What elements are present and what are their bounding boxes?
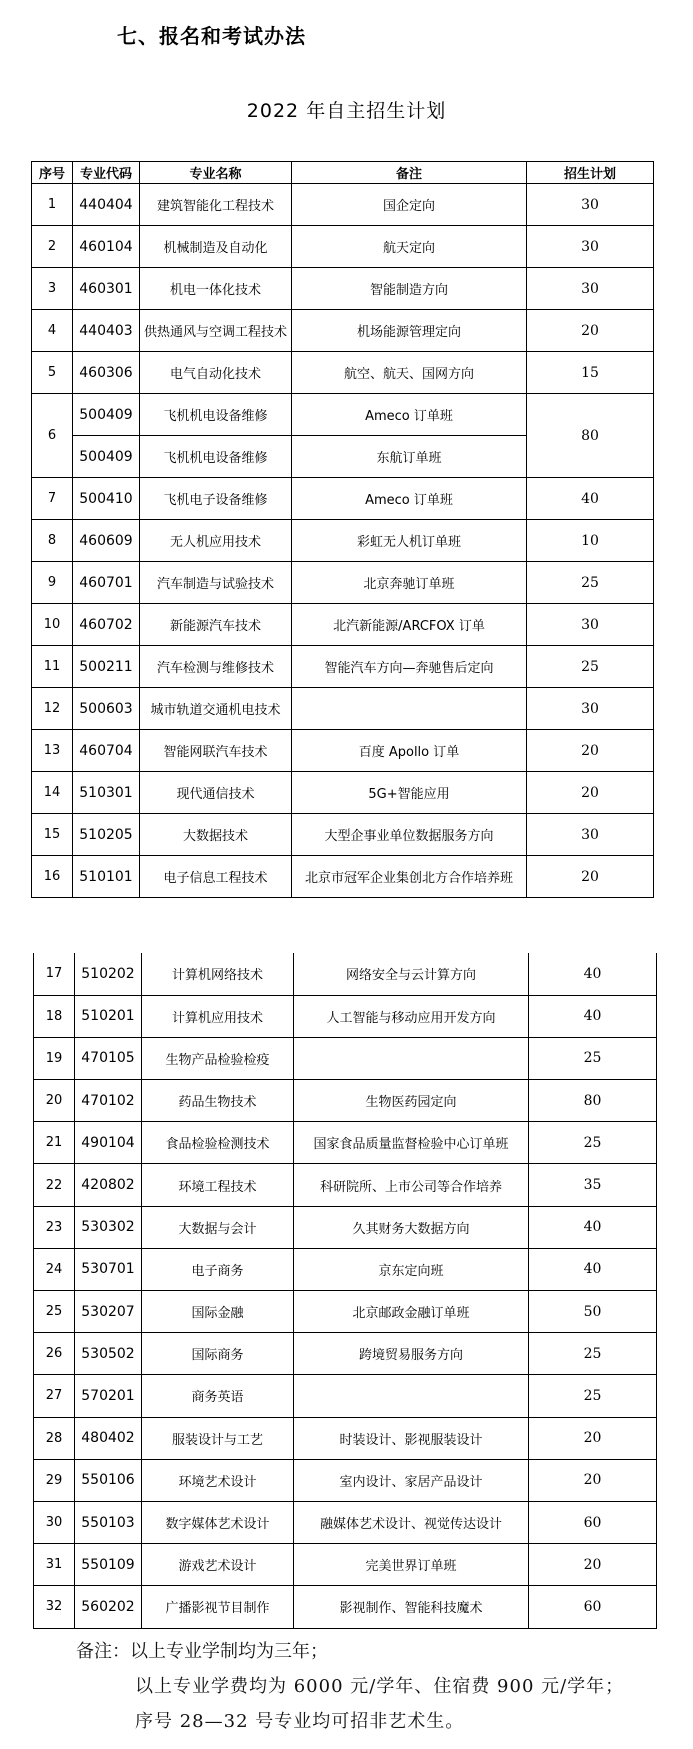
cell-no: 9 [32, 562, 73, 604]
cell-major-name: 新能源汽车技术 [140, 604, 292, 646]
header-note: 备注 [292, 162, 527, 184]
cell-major-name: 环境艺术设计 [142, 1459, 294, 1501]
cell-code: 460306 [73, 352, 140, 394]
cell-quota: 40 [529, 1248, 657, 1290]
cell-major-name: 商务英语 [142, 1375, 294, 1417]
cell-quota: 40 [529, 953, 657, 995]
cell-code: 560202 [75, 1586, 142, 1628]
cell-no: 16 [32, 856, 73, 898]
table-row [32, 730, 654, 772]
table-row [34, 1333, 657, 1375]
cell-note: 跨境贸易服务方向 [294, 1333, 529, 1375]
table-row [32, 478, 654, 520]
table-row [32, 772, 654, 814]
cell-code: 440403 [73, 310, 140, 352]
cell-code: 470105 [75, 1037, 142, 1079]
cell-code: 500603 [73, 688, 140, 730]
cell-major-name: 电子信息工程技术 [140, 856, 292, 898]
table-row [34, 1586, 657, 1628]
cell-note: 东航订单班 [292, 436, 527, 478]
table-row [32, 520, 654, 562]
cell-major-name: 机电一体化技术 [140, 268, 292, 310]
cell-quota: 25 [529, 1122, 657, 1164]
cell-code: 490104 [75, 1122, 142, 1164]
cell-note [294, 1375, 529, 1417]
cell-major-name: 飞机机电设备维修 [140, 394, 292, 436]
table-row [32, 184, 654, 226]
cell-note: 百度 Apollo 订单 [292, 730, 527, 772]
cell-major-name: 汽车检测与维修技术 [140, 646, 292, 688]
cell-code: 500211 [73, 646, 140, 688]
cell-quota: 30 [527, 268, 654, 310]
table-row [34, 1206, 657, 1248]
cell-no: 22 [34, 1164, 75, 1206]
enrollment-plan-table-part2 [33, 953, 657, 1629]
table-row [32, 562, 654, 604]
cell-no: 26 [34, 1333, 75, 1375]
cell-quota: 20 [527, 730, 654, 772]
cell-code: 500409 [73, 436, 140, 478]
cell-quota: 40 [529, 1206, 657, 1248]
cell-note: 北汽新能源/ARCFOX 订单 [292, 604, 527, 646]
cell-note: 京东定向班 [294, 1248, 529, 1290]
cell-code: 420802 [75, 1164, 142, 1206]
cell-code: 510101 [73, 856, 140, 898]
cell-major-name: 建筑智能化工程技术 [140, 184, 292, 226]
cell-major-name: 数字媒体艺术设计 [142, 1501, 294, 1543]
cell-no: 32 [34, 1586, 75, 1628]
table-row [32, 814, 654, 856]
cell-quota: 20 [527, 772, 654, 814]
cell-no: 7 [32, 478, 73, 520]
table-row [34, 1037, 657, 1079]
table-row [34, 1501, 657, 1543]
cell-code: 570201 [75, 1375, 142, 1417]
cell-code: 550103 [75, 1501, 142, 1543]
cell-note: 智能汽车方向—奔驰售后定向 [292, 646, 527, 688]
cell-quota: 30 [527, 814, 654, 856]
cell-major-name: 服装设计与工艺 [142, 1417, 294, 1459]
table-row [34, 995, 657, 1037]
cell-quota: 30 [527, 688, 654, 730]
cell-code: 460704 [73, 730, 140, 772]
cell-code: 440404 [73, 184, 140, 226]
cell-note: 时装设计、影视服装设计 [294, 1417, 529, 1459]
enrollment-plan-table-part1 [31, 161, 654, 898]
table-row [34, 1248, 657, 1290]
cell-quota: 25 [529, 1375, 657, 1417]
cell-note: 北京市冠军企业集创北方合作培养班 [292, 856, 527, 898]
cell-no: 18 [34, 995, 75, 1037]
cell-quota: 35 [529, 1164, 657, 1206]
header-quota: 招生计划 [527, 162, 654, 184]
cell-no: 27 [34, 1375, 75, 1417]
cell-no: 1 [32, 184, 73, 226]
cell-no: 15 [32, 814, 73, 856]
cell-code: 480402 [75, 1417, 142, 1459]
cell-note: 智能制造方向 [292, 268, 527, 310]
cell-quota: 60 [529, 1586, 657, 1628]
table-row [34, 1459, 657, 1501]
cell-no: 6 [32, 394, 73, 478]
cell-note: Ameco 订单班 [292, 478, 527, 520]
cell-major-name: 智能网联汽车技术 [140, 730, 292, 772]
header-code: 专业代码 [73, 162, 140, 184]
cell-quota: 40 [527, 478, 654, 520]
table-header-row [32, 162, 654, 184]
cell-no: 23 [34, 1206, 75, 1248]
cell-note: 完美世界订单班 [294, 1544, 529, 1586]
table-row [34, 1417, 657, 1459]
table-row [32, 394, 654, 436]
cell-note: 航天定向 [292, 226, 527, 268]
cell-major-name: 电气自动化技术 [140, 352, 292, 394]
table-row [32, 226, 654, 268]
header-no: 序号 [32, 162, 73, 184]
cell-quota: 80 [527, 394, 654, 478]
cell-code: 510201 [75, 995, 142, 1037]
cell-code: 530207 [75, 1291, 142, 1333]
cell-no: 10 [32, 604, 73, 646]
cell-major-name: 食品检验检测技术 [142, 1122, 294, 1164]
cell-note: 人工智能与移动应用开发方向 [294, 995, 529, 1037]
cell-code: 460701 [73, 562, 140, 604]
table-row [32, 646, 654, 688]
cell-quota: 25 [527, 562, 654, 604]
table-row [32, 352, 654, 394]
cell-no: 19 [34, 1037, 75, 1079]
cell-code: 550109 [75, 1544, 142, 1586]
header-name: 专业名称 [140, 162, 292, 184]
cell-quota: 30 [527, 184, 654, 226]
cell-major-name: 计算机应用技术 [142, 995, 294, 1037]
note-line-duration: 备注：以上专业学制均为三年； [76, 1641, 328, 1662]
cell-no: 28 [34, 1417, 75, 1459]
cell-note: 大型企事业单位数据服务方向 [292, 814, 527, 856]
table-row [32, 688, 654, 730]
table-row [34, 1291, 657, 1333]
cell-no: 2 [32, 226, 73, 268]
cell-note: 影视制作、智能科技魔术 [294, 1586, 529, 1628]
cell-note: 5G+智能应用 [292, 772, 527, 814]
cell-quota: 20 [529, 1417, 657, 1459]
cell-no: 31 [34, 1544, 75, 1586]
note-line-fees: 以上专业学费均为 6000 元/学年、住宿费 900 元/学年； [135, 1676, 625, 1697]
cell-major-name: 供热通风与空调工程技术 [140, 310, 292, 352]
cell-quota: 60 [529, 1501, 657, 1543]
cell-major-name: 现代通信技术 [140, 772, 292, 814]
cell-quota: 30 [527, 604, 654, 646]
table-row [34, 1375, 657, 1417]
cell-note: 久其财务大数据方向 [294, 1206, 529, 1248]
cell-major-name: 国际商务 [142, 1333, 294, 1375]
cell-no: 25 [34, 1291, 75, 1333]
cell-major-name: 大数据与会计 [142, 1206, 294, 1248]
table-row [32, 268, 654, 310]
cell-code: 510202 [75, 953, 142, 995]
cell-major-name: 无人机应用技术 [140, 520, 292, 562]
table-row [32, 856, 654, 898]
cell-no: 20 [34, 1080, 75, 1122]
cell-major-name: 环境工程技术 [142, 1164, 294, 1206]
cell-major-name: 国际金融 [142, 1291, 294, 1333]
table-row [34, 1080, 657, 1122]
cell-major-name: 大数据技术 [140, 814, 292, 856]
cell-code: 530701 [75, 1248, 142, 1290]
cell-major-name: 计算机网络技术 [142, 953, 294, 995]
cell-quota: 15 [527, 352, 654, 394]
cell-major-name: 飞机电子设备维修 [140, 478, 292, 520]
table-row [34, 1122, 657, 1164]
cell-major-name: 药品生物技术 [142, 1080, 294, 1122]
cell-quota: 25 [527, 646, 654, 688]
cell-quota: 30 [527, 226, 654, 268]
notes-block [76, 1634, 624, 1739]
cell-code: 460104 [73, 226, 140, 268]
cell-major-name: 广播影视节目制作 [142, 1586, 294, 1628]
cell-quota: 25 [529, 1333, 657, 1375]
cell-no: 4 [32, 310, 73, 352]
cell-no: 3 [32, 268, 73, 310]
cell-note [292, 688, 527, 730]
cell-note: 机场能源管理定向 [292, 310, 527, 352]
cell-major-name: 游戏艺术设计 [142, 1544, 294, 1586]
table-row [32, 310, 654, 352]
cell-quota: 40 [529, 995, 657, 1037]
cell-no: 11 [32, 646, 73, 688]
cell-quota: 25 [529, 1037, 657, 1079]
cell-quota: 20 [529, 1459, 657, 1501]
cell-quota: 20 [527, 310, 654, 352]
cell-code: 510205 [73, 814, 140, 856]
cell-note: 网络安全与云计算方向 [294, 953, 529, 995]
cell-code: 460702 [73, 604, 140, 646]
cell-no: 29 [34, 1459, 75, 1501]
cell-no: 13 [32, 730, 73, 772]
cell-note [294, 1037, 529, 1079]
cell-note: Ameco 订单班 [292, 394, 527, 436]
cell-major-name: 机械制造及自动化 [140, 226, 292, 268]
cell-no: 17 [34, 953, 75, 995]
cell-major-name: 飞机机电设备维修 [140, 436, 292, 478]
cell-note: 国家食品质量监督检验中心订单班 [294, 1122, 529, 1164]
cell-note: 生物医药园定向 [294, 1080, 529, 1122]
cell-major-name: 电子商务 [142, 1248, 294, 1290]
cell-note: 北京奔驰订单班 [292, 562, 527, 604]
cell-no: 12 [32, 688, 73, 730]
cell-no: 30 [34, 1501, 75, 1543]
cell-no: 21 [34, 1122, 75, 1164]
cell-no: 24 [34, 1248, 75, 1290]
table-row [32, 604, 654, 646]
cell-code: 500409 [73, 394, 140, 436]
cell-no: 8 [32, 520, 73, 562]
section-heading: 七、报名和考试办法 [117, 24, 306, 48]
table-row [34, 1544, 657, 1586]
cell-code: 460301 [73, 268, 140, 310]
cell-code: 500410 [73, 478, 140, 520]
cell-quota: 10 [527, 520, 654, 562]
note-line-non-art: 序号 28—32 号专业均可招非艺术生。 [135, 1711, 465, 1732]
cell-quota: 80 [529, 1080, 657, 1122]
cell-code: 530502 [75, 1333, 142, 1375]
table-row [34, 1164, 657, 1206]
cell-code: 470102 [75, 1080, 142, 1122]
cell-note: 彩虹无人机订单班 [292, 520, 527, 562]
cell-code: 530302 [75, 1206, 142, 1248]
cell-note: 北京邮政金融订单班 [294, 1291, 529, 1333]
cell-quota: 20 [527, 856, 654, 898]
cell-quota: 50 [529, 1291, 657, 1333]
cell-quota: 20 [529, 1544, 657, 1586]
cell-code: 550106 [75, 1459, 142, 1501]
cell-note: 航空、航天、国网方向 [292, 352, 527, 394]
cell-no: 14 [32, 772, 73, 814]
cell-major-name: 生物产品检验检疫 [142, 1037, 294, 1079]
cell-note: 融媒体艺术设计、视觉传达设计 [294, 1501, 529, 1543]
table-row [34, 953, 657, 995]
cell-note: 科研院所、上市公司等合作培养 [294, 1164, 529, 1206]
cell-code: 510301 [73, 772, 140, 814]
cell-major-name: 城市轨道交通机电技术 [140, 688, 292, 730]
cell-major-name: 汽车制造与试验技术 [140, 562, 292, 604]
cell-no: 5 [32, 352, 73, 394]
cell-note: 国企定向 [292, 184, 527, 226]
cell-note: 室内设计、家居产品设计 [294, 1459, 529, 1501]
cell-code: 460609 [73, 520, 140, 562]
plan-title: 2022 年自主招生计划 [246, 100, 447, 122]
